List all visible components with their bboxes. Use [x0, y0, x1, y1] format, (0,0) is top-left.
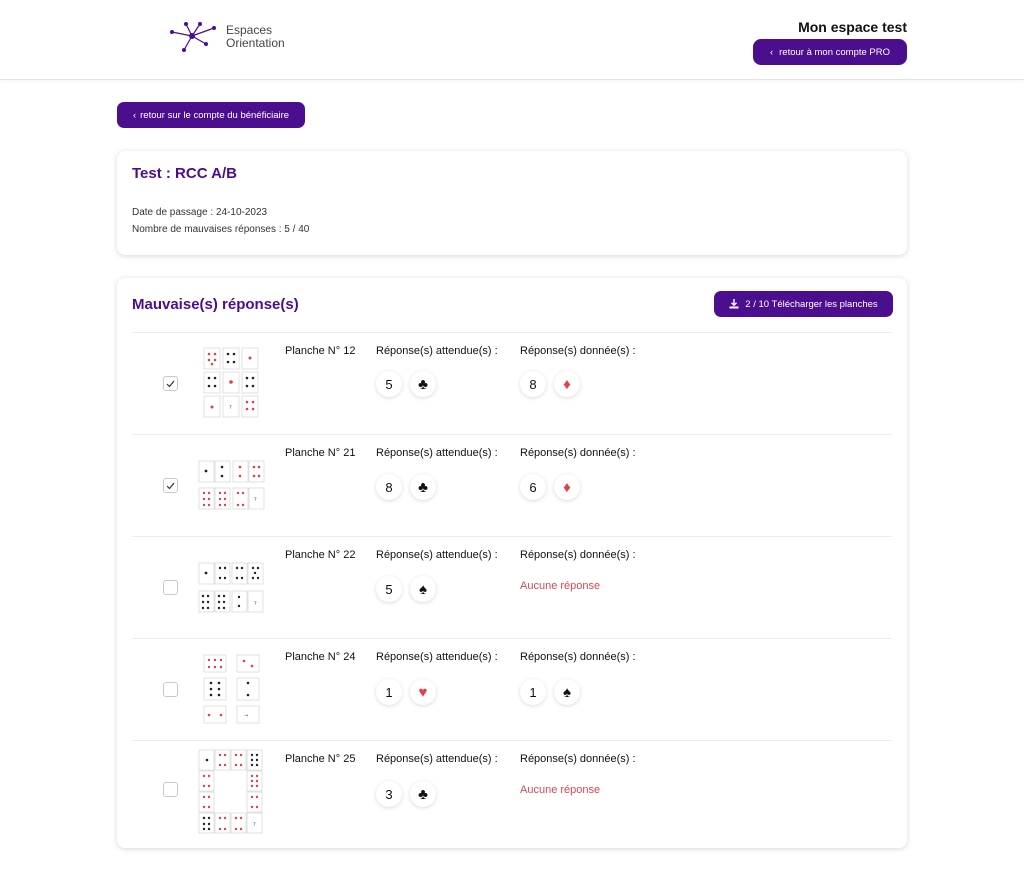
row-checkbox[interactable]	[163, 478, 178, 493]
wrong-count: Nombre de mauvaises réponses : 5 / 40	[132, 224, 310, 235]
planche-number: Planche N° 25	[285, 753, 356, 765]
svg-text:?: ?	[229, 405, 232, 411]
expected-value: 5	[376, 576, 402, 602]
given-value: 8	[520, 371, 546, 397]
answer-row	[132, 332, 892, 434]
test-date: Date de passage : 24-10-2023	[132, 207, 268, 218]
svg-text:?: ?	[254, 601, 257, 607]
chevron-left-icon: ‹	[769, 46, 774, 58]
test-title: Test : RCC A/B	[132, 165, 237, 182]
back-button-label: retour sur le compte du bénéficiaire	[140, 109, 290, 121]
answer-row	[132, 638, 892, 740]
chevron-left-icon: ‹	[132, 109, 137, 121]
logo-text	[226, 24, 285, 50]
planche-number: Planche N° 24	[285, 651, 356, 663]
download-icon	[729, 299, 739, 309]
planche-number: Planche N° 12	[285, 345, 356, 357]
logo-line-1: Espaces	[226, 23, 273, 37]
check-icon	[166, 380, 175, 388]
planche-thumbnail[interactable]	[198, 551, 266, 623]
back-to-beneficiary-button[interactable]	[117, 102, 305, 128]
planche-number: Planche N° 21	[285, 447, 356, 459]
account-title: Mon espace test	[798, 19, 907, 35]
svg-text:?: ?	[254, 497, 257, 503]
spade-icon: ♠	[410, 576, 436, 602]
expected-value: 3	[376, 781, 402, 807]
expected-value: 8	[376, 474, 402, 500]
club-icon: ♣	[410, 474, 436, 500]
back-to-pro-account-button[interactable]	[753, 39, 907, 65]
no-answer-text: Aucune réponse	[520, 784, 601, 796]
answer-row	[132, 740, 892, 842]
expected-value: 5	[376, 371, 402, 397]
expected-label: Réponse(s) attendue(s) :	[376, 345, 498, 357]
given-value: 1	[520, 679, 546, 705]
wrong-answers-card	[117, 278, 907, 848]
given-label: Réponse(s) donnée(s) :	[520, 651, 636, 663]
given-value: 6	[520, 474, 546, 500]
download-planches-button[interactable]	[714, 291, 893, 317]
download-button-label: 2 / 10 Télécharger les planches	[745, 298, 878, 310]
answer-row	[132, 434, 892, 536]
network-logo-icon	[168, 20, 218, 54]
logo-line-2: Orientation	[226, 36, 285, 50]
spade-icon: ♠	[554, 679, 580, 705]
given-label: Réponse(s) donnée(s) :	[520, 447, 636, 459]
top-bar	[0, 0, 1024, 80]
logo[interactable]	[168, 20, 285, 54]
diamond-icon: ♦	[554, 474, 580, 500]
given-label: Réponse(s) donnée(s) :	[520, 345, 636, 357]
club-icon: ♣	[410, 371, 436, 397]
planche-thumbnail[interactable]	[198, 347, 266, 419]
test-summary-card	[117, 151, 907, 255]
planche-number: Planche N° 22	[285, 549, 356, 561]
no-answer-text: Aucune réponse	[520, 580, 601, 592]
row-checkbox[interactable]	[163, 580, 178, 595]
expected-label: Réponse(s) attendue(s) :	[376, 651, 498, 663]
given-label: Réponse(s) donnée(s) :	[520, 549, 636, 561]
expected-label: Réponse(s) attendue(s) :	[376, 753, 498, 765]
given-label: Réponse(s) donnée(s) :	[520, 753, 636, 765]
answer-row	[132, 536, 892, 638]
planche-thumbnail[interactable]	[198, 449, 266, 521]
pro-button-label: retour à mon compte PRO	[779, 46, 891, 58]
row-checkbox[interactable]	[163, 782, 178, 797]
expected-label: Réponse(s) attendue(s) :	[376, 549, 498, 561]
check-icon	[166, 482, 175, 490]
expected-label: Réponse(s) attendue(s) :	[376, 447, 498, 459]
planche-thumbnail[interactable]	[198, 653, 266, 725]
planche-thumbnail[interactable]	[198, 749, 266, 835]
wrong-answers-title: Mauvaise(s) réponse(s)	[132, 296, 299, 313]
svg-text:?: ?	[253, 822, 256, 828]
row-checkbox[interactable]	[163, 682, 178, 697]
diamond-icon: ♦	[554, 371, 580, 397]
heart-icon: ♥	[410, 679, 436, 705]
expected-value: 1	[376, 679, 402, 705]
svg-text:→: →	[244, 713, 249, 719]
row-checkbox[interactable]	[163, 376, 178, 391]
club-icon: ♣	[410, 781, 436, 807]
